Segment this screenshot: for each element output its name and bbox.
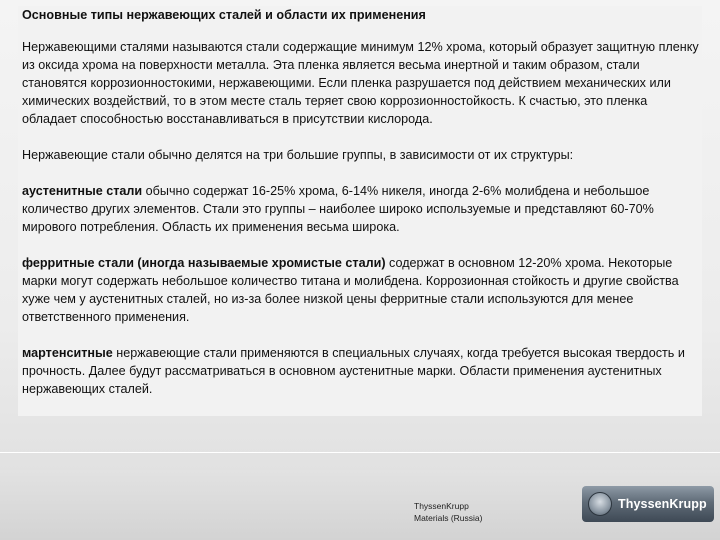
slide-title: Основные типы нержавеющих сталей и области их применения	[22, 8, 426, 22]
company-name: ThyssenKrupp	[414, 501, 469, 511]
groups-intro-paragraph: Нержавеющие стали обычно делятся на три большие группы, в зависимости от их структуры:	[22, 148, 574, 162]
thyssenkrupp-emblem-icon	[588, 492, 612, 516]
footer-company	[414, 500, 483, 524]
logo-text: ThyssenKrupp	[618, 497, 707, 511]
austenitic-text: обычно содержат 16-25% хрома, 6-14% никеля, иногда 2-6% молибдена и небольшое количество других элементов. Стали это группы – наиболее широко используемые и представляют 60-70% мирового потребления. Область их применения весьма широка.	[22, 184, 654, 234]
martensitic-paragraph	[22, 344, 702, 398]
slide-content	[18, 6, 702, 416]
martensitic-term: мартенситные	[22, 346, 113, 360]
austenitic-term: аустенитные стали	[22, 184, 143, 198]
martensitic-text: нержавеющие стали применяются в специальных случаях, когда требуется высокая твердость и прочность. Далее будут рассматриваться в основном аустенитные марки. Области применения аустенитных нержавеющих сталей.	[22, 346, 685, 396]
intro-paragraph: Нержавеющими сталями называются стали содержащие минимум 12% хрома, который образует защитную пленку из оксида хрома на поверхности металла. Эта пленка является весьма инертной и таким образом, стали становятся коррозионностокими, нержавеющими. Если пленка разрушается под действием механических или химических воздействий, то в этом месте сталь теряет свою коррозионностойкость. К счастью, это пленка обладает способностью восстанавливаться в присутствии кислорода.	[22, 40, 699, 126]
ferritic-text: содержат в основном 12-20% хрома. Некоторые марки могут содержать небольшое количество титана и молибдена. Коррозионная стойкость и другие свойства хуже чем у аустенитных сталей, но из-за более низкой цены ферритные стали используются для менее ответственного применения.	[22, 256, 679, 324]
thyssenkrupp-logo	[582, 486, 714, 522]
austenitic-paragraph	[22, 182, 702, 236]
ferritic-term: ферритные стали (иногда называемые хромистые стали)	[22, 256, 386, 270]
footer-divider	[0, 452, 720, 453]
company-division: Materials (Russia)	[414, 513, 483, 523]
ferritic-paragraph	[22, 254, 702, 326]
